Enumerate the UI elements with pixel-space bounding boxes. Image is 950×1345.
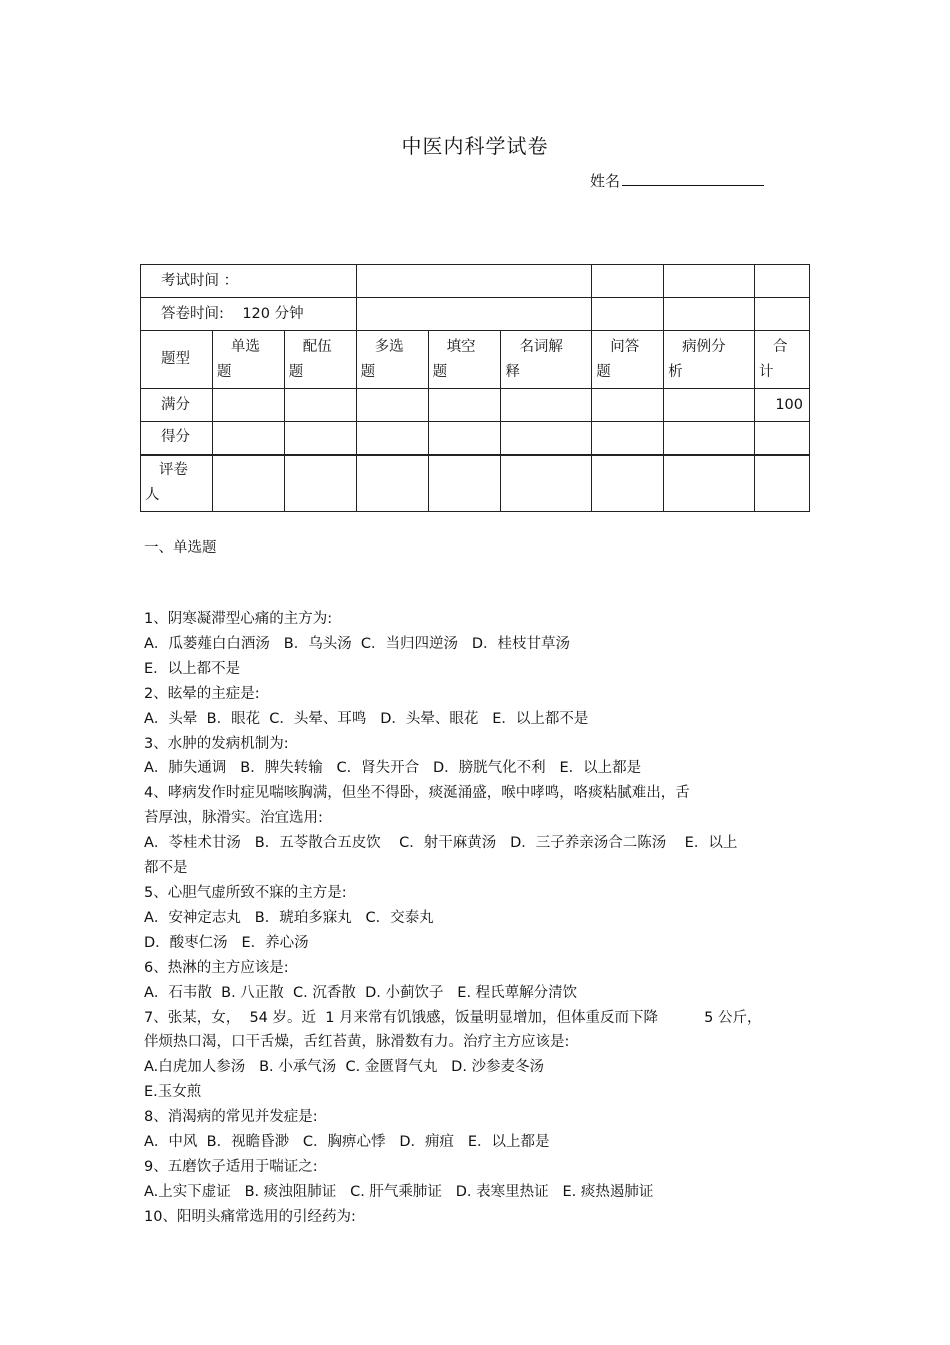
name-label: 姓名 — [590, 172, 621, 190]
question-line: A.白虎加人参汤 B. 小承气汤 C. 金匮肾气丸 D. 沙参麦冬汤 — [144, 1059, 545, 1076]
question-line: 5、心胆气虚所致不寐的主方是: — [144, 884, 347, 901]
page-title: 中医内科学试卷 — [401, 134, 549, 158]
question-line: 6、热淋的主方应该是: — [144, 959, 289, 976]
table-row — [141, 265, 810, 298]
question-line: 1、阴寒凝滞型心痛的主方为: — [144, 611, 333, 627]
type-cell: 名词解 释 — [501, 331, 592, 389]
type-cell: 多选 题 — [356, 331, 428, 389]
question-line: E．以上都不是 — [144, 660, 241, 677]
question-line: A．苓桂术甘汤 B．五苓散合五皮饮 C．射干麻黄汤 D．三子养亲汤合二陈汤 E．以上 — [144, 835, 738, 852]
type-cell: 填空 题 — [428, 331, 501, 389]
question-line: D．酸枣仁汤 E．养心汤 — [144, 934, 309, 951]
type-cell: 配伍 题 — [284, 331, 356, 389]
score-table — [140, 264, 810, 512]
type-cell: 单选 题 — [212, 331, 284, 389]
type-cell: 问答 题 — [592, 331, 664, 389]
question-list — [144, 607, 804, 1230]
question-line: A．安神定志丸 B．琥珀多寐丸 C．交泰丸 — [144, 909, 434, 926]
question-line: A．头晕 B．眼花 C．头晕、耳鸣 D．头晕、眼花 E．以上都不是 — [144, 710, 589, 727]
name-field — [590, 170, 764, 191]
table-row-full-score: 满分 100 — [141, 389, 810, 422]
type-label-cell: 题型 — [141, 331, 213, 389]
exam-time-cell: 考试时间 ： — [141, 265, 357, 298]
question-line: 10、阳明头痛常选用的引经药为: — [144, 1208, 356, 1225]
question-line: A．石韦散 B. 八正散 C. 沉香散 D. 小蓟饮子 E. 程氏萆解分清饮 — [144, 984, 578, 1001]
section-title: 一、单选题 — [144, 540, 217, 556]
table-row-grader: 评卷 人 — [141, 455, 810, 512]
question-line: A．瓜蒌薤白白酒汤 B．乌头汤 C．当归四逆汤 D．桂枝甘草汤 — [144, 635, 571, 652]
question-line: 9、五磨饮子适用于喘证之: — [144, 1158, 318, 1175]
question-line: 3、水肿的发病机制为: — [144, 735, 289, 752]
question-line: 都不是 — [144, 860, 188, 877]
question-line: 2、眩晕的主症是: — [144, 685, 260, 702]
full-score-total: 100 — [754, 389, 809, 422]
question-line: 8、消渴病的常见并发症是: — [144, 1109, 318, 1126]
table-row — [141, 298, 810, 331]
question-line: A．中风 B．视瞻昏渺 C．胸痹心悸 D．痈疽 E．以上都是 — [144, 1134, 550, 1151]
type-cell: 病例分 析 — [664, 331, 755, 389]
question-line: A.上实下虚证 B. 痰浊阻肺证 C. 肝气乘肺证 D. 表寒里热证 E. 痰热遏肺证 — [144, 1183, 654, 1200]
question-line: 苔厚浊，脉滑实。治宜选用: — [144, 810, 323, 827]
table-row-types — [141, 331, 810, 389]
type-cell: 合 计 — [754, 331, 809, 389]
question-line: 伴烦热口渴，口干舌燥，舌红苔黄，脉滑数有力。治疗主方应该是: — [144, 1034, 570, 1051]
table-row-score: 得分 — [141, 422, 810, 455]
answer-time-cell: 答卷时间: 120 分钟 — [141, 298, 357, 331]
name-blank — [622, 170, 764, 186]
question-line: 4、哮病发作时症见喘咳胸满，但坐不得卧，痰涎涌盛，喉中哮鸣，咯痰粘腻难出，舌 — [144, 785, 690, 802]
question-line: E.玉女煎 — [144, 1084, 202, 1101]
question-line: 7、张某，女， 54 岁。近 1 月来常有饥饿感，饭量明显增加，但体重反而下降 5 公斤， — [144, 1009, 762, 1026]
question-line: A．肺失通调 B．脾失转输 C．肾失开合 D．膀胱气化不利 E．以上都是 — [144, 760, 642, 777]
